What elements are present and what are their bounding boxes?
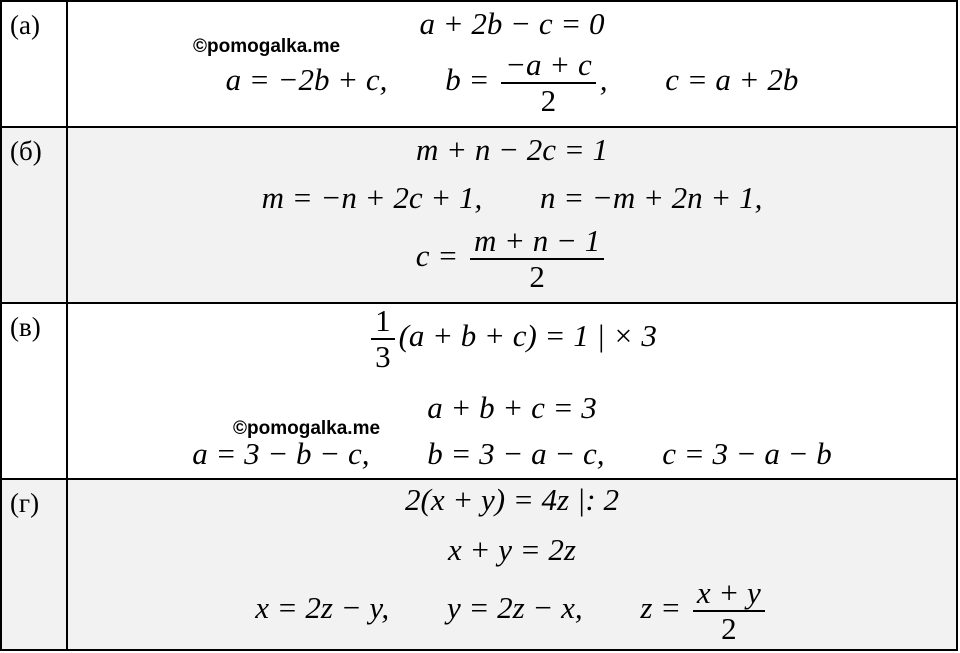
row-label: (б) xyxy=(2,128,68,302)
solution-a: a = −2b + c, xyxy=(225,62,388,98)
solution-a: a = 3 − b − c, xyxy=(192,436,370,471)
solutions-line xyxy=(68,180,956,216)
equation xyxy=(68,304,956,374)
fraction-denominator: 2 xyxy=(693,610,765,646)
equation: m + n − 2c = 1 xyxy=(416,132,608,167)
solution-b-tail: , xyxy=(599,62,608,98)
solutions-line xyxy=(68,436,956,472)
fraction-c xyxy=(470,224,604,294)
solution-y: y = 2z − x, xyxy=(446,590,583,626)
solution-c-line xyxy=(68,224,956,294)
fraction-numerator: m + n − 1 xyxy=(473,223,601,258)
row-label: (а) xyxy=(2,2,68,126)
fraction-z xyxy=(693,576,765,646)
equation-rest: (a + b + c) = 1 | × 3 xyxy=(398,318,657,354)
solution-c: c = 3 − a − b xyxy=(662,436,832,471)
solution-b-left: b = xyxy=(445,62,490,98)
fraction-one-third xyxy=(371,304,395,374)
solutions-line xyxy=(68,48,956,118)
solution-z-left: z = xyxy=(640,590,682,626)
fraction-numerator: x + y xyxy=(696,575,761,610)
watermark-logo: ©pomogalka.me xyxy=(193,36,341,57)
fraction-numerator: 1 xyxy=(375,303,391,338)
row-label: (г) xyxy=(2,480,68,649)
row-label: (в) xyxy=(2,304,68,478)
fraction-numerator: −a + c xyxy=(505,47,592,82)
solution-n: n = −m + 2n + 1, xyxy=(540,180,763,215)
table-row-b xyxy=(0,126,958,302)
fraction-denominator: 2 xyxy=(470,258,604,294)
fraction-denominator: 3 xyxy=(371,338,395,374)
solution-b: b = 3 − a − c, xyxy=(427,436,605,471)
table-row-g xyxy=(0,478,958,651)
solutions-line xyxy=(68,576,956,646)
row-content xyxy=(68,2,956,126)
solution-m: m = −n + 2c + 1, xyxy=(261,180,483,215)
equation: a + 2b − c = 0 xyxy=(419,6,605,41)
equation: 2(x + y) = 4z |: 2 xyxy=(405,482,619,517)
table-row-a xyxy=(0,0,958,126)
fraction-b xyxy=(501,48,596,118)
table-row-v xyxy=(0,302,958,478)
equation-simplified: a + b + c = 3 xyxy=(427,390,597,425)
solution-x: x = 2z − y, xyxy=(255,590,390,626)
solution-c-left: c = xyxy=(415,238,459,274)
row-content xyxy=(68,480,956,649)
fraction-denominator: 2 xyxy=(501,82,596,118)
solution-c: c = a + 2b xyxy=(665,62,799,98)
watermark-logo: ©pomogalka.me xyxy=(233,418,381,439)
row-content xyxy=(68,304,956,478)
equation-simplified: x + y = 2z xyxy=(448,532,576,567)
row-content xyxy=(68,128,956,302)
